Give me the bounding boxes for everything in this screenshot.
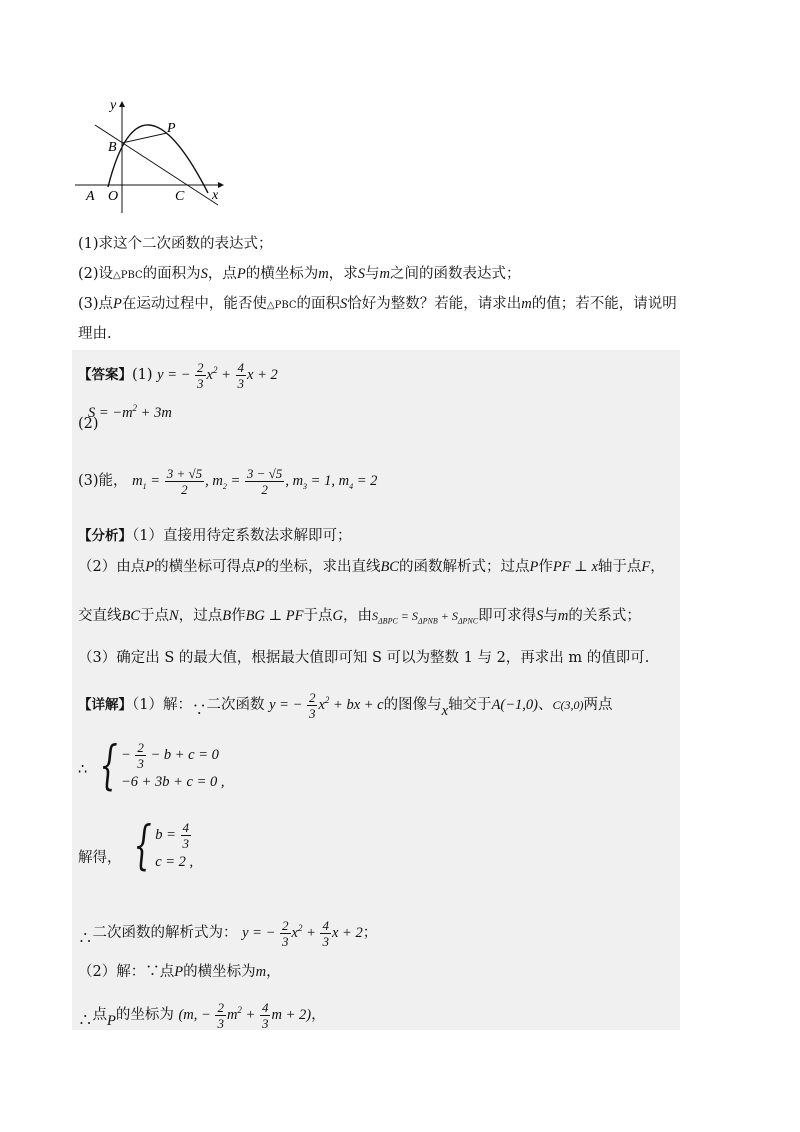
answer-2-formula: $S = -m^2 + 3m$ bbox=[88, 403, 172, 421]
label-o: O bbox=[108, 189, 119, 204]
analysis-1: 【分析】（1）直接用待定系数法求解即可； bbox=[78, 528, 352, 544]
detail-1: 【详解】（1）解：∵二次函数 y = − $\frac{2}{3}$ $x^2$ + bx + c的图像与x轴交于A(−1,0)、C(3,0)两点 bbox=[78, 690, 613, 721]
detail-6: （2）解：∵点P的横坐标为m， bbox=[78, 964, 281, 980]
answer-3-formula: $m_1$ = $\frac{3 + √5}{2}$ , $m_2$ = $\frac{3 - √5}{2}$ , $m_3 = 1$, $m_4 = 2$ bbox=[132, 466, 378, 497]
label-c: C bbox=[175, 189, 185, 204]
area-relation: $S_{\Delta BPC} = S_{\Delta PNB} + S_{\Delta PNC}$ bbox=[371, 609, 479, 626]
answer-3: (3)能， $m_1$ = $\frac{3 + √5}{2}$ , $m_2$ = $\frac{3 - √5}{2}$ , $m_3 = 1$, $m_4 = 2$ bbox=[78, 466, 378, 497]
label-y: y bbox=[110, 98, 117, 113]
detail-system-1: ∴ { − $\frac{2}{3}$ − b + c = 0 −6 + 3b + c = 0 , bbox=[78, 736, 225, 796]
quadratic-result: y = − $\frac{2}{3}$ $x^2$ + $\frac{4}{3}$ x + 2 bbox=[242, 918, 363, 949]
analysis-3: 交直线BC于点N，过点B作BG ⊥ PF于点G，由$S_{\Delta BPC} = S_{\Delta PNB} + S_{\Delta PNC}$即可求得S与m的关系式； bbox=[78, 608, 641, 626]
answer-1: 【答案】(1) y = − $\frac{2}{3}$ $x^2$ + $\frac{4}{3}$ x + 2 bbox=[78, 360, 278, 391]
label-x: x bbox=[212, 188, 219, 203]
quadratic-general: y = − $\frac{2}{3}$ $x^2$ + bx + c bbox=[269, 690, 384, 721]
parabola-figure bbox=[70, 95, 230, 215]
label-b: B bbox=[108, 140, 117, 155]
segment-bp bbox=[122, 133, 167, 143]
question-2: (2)设△PBC的面积为S，点P的横坐标为m，求S与m之间的函数表达式； bbox=[78, 266, 521, 282]
y-axis-arrow bbox=[119, 101, 125, 107]
detail-system-2: 解得， { b = $\frac{4}{3}$ c = 2 , bbox=[78, 816, 194, 876]
x-axis-arrow bbox=[218, 182, 224, 188]
detail-5: ∴二次函数的解析式为： y = − $\frac{2}{3}$ $x^2$ + $\frac{4}{3}$ x + 2； bbox=[78, 918, 378, 949]
question-1: (1)求这个二次函数的表达式； bbox=[78, 236, 273, 252]
question-3: (3)点P在运动过程中，能否使△PBC的面积S恰好为整数？若能，请求出m的值；若不能，请说明 bbox=[78, 296, 677, 312]
analysis-2: （2）由点P的横坐标可得点P的坐标，求出直线BC的函数解析式；过点P作PF ⊥ x轴于点F， bbox=[78, 559, 665, 575]
question-3-cont: 理由. bbox=[78, 326, 112, 342]
answer-2: $S = -m^2 + 3m$ (2) bbox=[78, 406, 99, 426]
label-a: A bbox=[86, 189, 95, 204]
label-p: P bbox=[167, 121, 176, 136]
segment-pc bbox=[167, 133, 189, 185]
answer-1-formula: y = − $\frac{2}{3}$ $x^2$ + $\frac{4}{3}$ x + 2 bbox=[157, 360, 278, 391]
analysis-4: （3）确定出 S 的最大值，根据最大值即可知 S 可以为整数 1 与 2，再求出 m 的值即可. bbox=[78, 650, 650, 666]
point-p-coords: (m, − $\frac{2}{3}$ $m^2$ + $\frac{4}{3}$ m + 2) bbox=[178, 1000, 312, 1031]
detail-7: ∴点P的坐标为 (m, − $\frac{2}{3}$ $m^2$ + $\frac{4}{3}$ m + 2)， bbox=[78, 1000, 326, 1031]
